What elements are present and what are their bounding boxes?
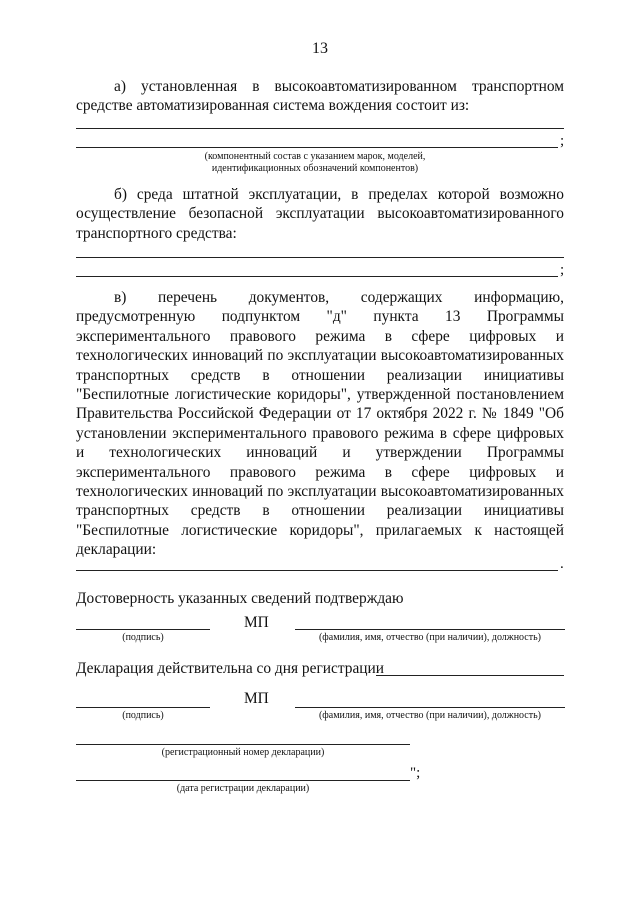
valid-text: Декларация действительна со дня регистрации [76, 660, 384, 677]
fill-line [76, 570, 558, 571]
quote-end: "; [410, 765, 421, 781]
signature-line [76, 707, 210, 708]
fill-line [76, 276, 558, 277]
fill-line [76, 147, 558, 148]
reg-date-line [76, 780, 410, 781]
caption-signature: (подпись) [122, 632, 164, 643]
caption-name: (фамилия, имя, отчество (при наличии), должность) [318, 632, 542, 643]
caption-name: (фамилия, имя, отчество (при наличии), должность) [318, 710, 542, 721]
caption-reg-number: (регистрационный номер декларации) [161, 747, 325, 758]
date-line [376, 675, 564, 676]
confirm-text: Достоверность указанных сведений подтверждаю [76, 590, 404, 607]
name-line [295, 629, 565, 630]
paragraph-a: а) установленная в высокоавтоматизированном транспортном средстве автоматизированная система вождения состоит из: [76, 78, 564, 115]
name-line [295, 707, 565, 708]
caption-reg-date: (дата регистрации декларации) [176, 783, 310, 794]
reg-number-line [76, 744, 410, 745]
signature-line [76, 629, 210, 630]
paragraph-v: в) перечень документов, содержащих информацию, предусмотренную подпунктом "д" пункта 13 Программы экспериментального правового режима в сфере цифровых и технологических инноваций по эксплуатации высокоавтоматизированных транспортных средств в отношении реализации инициативы "Беспилотные логистические коридоры", утвержденной постановлением Правительства Российской Федерации от 17 октября 2022 г. № 1849 "Об установлении экспериментального правового режима в сфере цифровых и технологических инноваций и утверждении Программы экспериментального правового режима в сфере цифровых и технологических инноваций по эксплуатации высокоавтоматизированных транспортных средств в отношении реализации инициативы "Беспилотные логистические коридоры", прилагаемых к настоящей декларации: [76, 289, 564, 559]
paragraph-b: б) среда штатной эксплуатации, в пределах которой возможно осуществление безопасной эксплуатации высокоавтоматизированного транспортного средства: [76, 186, 564, 242]
caption-signature: (подпись) [122, 710, 164, 721]
semicolon: ; [560, 133, 565, 149]
fill-line [76, 257, 564, 258]
semicolon: ; [560, 262, 565, 278]
caption-components: (компонентный состав с указанием марок, моделей, идентификационных обозначений компонентов) [204, 151, 426, 174]
fill-line [76, 128, 564, 129]
period: . [560, 556, 564, 572]
page-number: 13 [312, 40, 328, 57]
stamp-label: МП [244, 690, 269, 707]
stamp-label: МП [244, 614, 269, 631]
